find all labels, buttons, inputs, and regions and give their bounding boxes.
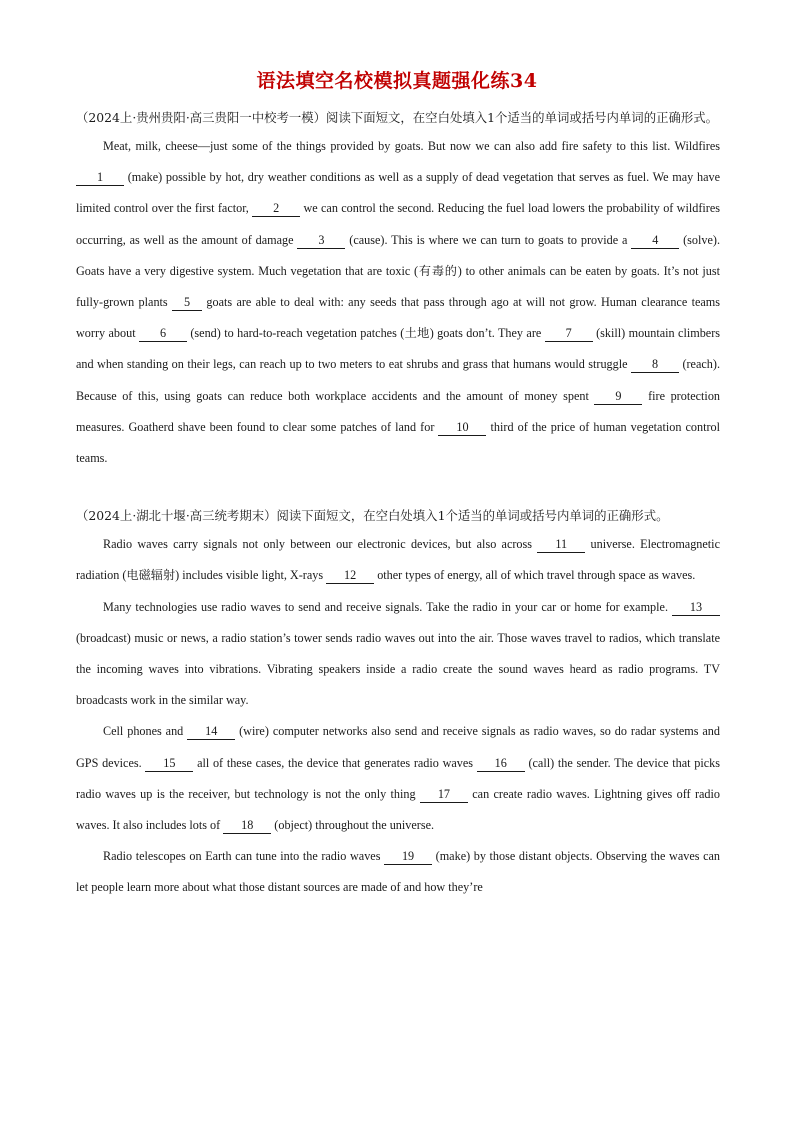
page-title: 语法填空名校模拟真题强化练34: [256, 70, 538, 92]
blank-19[interactable]: 19: [384, 849, 432, 865]
blank-16[interactable]: 16: [477, 756, 525, 772]
blank-6[interactable]: 6: [139, 326, 187, 342]
passage-text: Meat, milk, cheese—just some of the things provided by goats. But now we can also add fire safety to this list. Wildfires: [103, 139, 720, 153]
blank-8[interactable]: 8: [631, 357, 679, 373]
passage-text: (make) by those distant objects. Observing the waves can let people learn more about what those distant sources are made of and how they’re: [76, 849, 720, 895]
passage-paragraph: [76, 841, 720, 903]
blank-11[interactable]: 11: [537, 537, 585, 553]
section-gap: [76, 474, 720, 502]
blank-13[interactable]: 13: [672, 600, 720, 616]
blank-10[interactable]: 10: [438, 420, 486, 436]
blank-2[interactable]: 2: [252, 201, 300, 217]
blank-9[interactable]: 9: [594, 389, 642, 405]
passage-text: (make) possible by hot, dry weather conditions as well as a supply of dead vegetation that serves as fuel. We may have limited control over the first factor,: [76, 170, 720, 216]
passage-paragraph: [76, 592, 720, 717]
passage-paragraph: [76, 529, 720, 591]
blank-12[interactable]: 12: [326, 568, 374, 584]
blank-18[interactable]: 18: [223, 818, 271, 834]
passage-text: all of these cases, the device that generates radio waves: [193, 755, 477, 770]
passage-text: Radio telescopes on Earth can tune into the radio waves: [103, 849, 385, 864]
passage-text: (solve). Goats have a very digestive system. Much vegetation that are toxic (有毒的) to other animals can be eaten by goats. It’s not just fully-grown plants: [76, 232, 720, 310]
blank-4[interactable]: 4: [631, 233, 679, 249]
passage-text: (cause). This is where we can turn to goats to provide a: [345, 232, 632, 247]
passage-text: (broadcast) music or news, a radio station’s tower sends radio waves out into the air. Those waves travel to radios, which translate the incoming waves into vibrations. Vibrating speakers inside a radio create the sound waves heard as radio programs. TV broadcasts work in the similar way.: [76, 630, 720, 708]
section-intro: （2024上·湖北十堰·高三统考期末）阅读下面短文，在空白处填入1个适当的单词或括号内单词的正确形式。: [76, 508, 669, 524]
passage-text: (skill) mountain climbers and when standing on their legs, can reach up to two meters to eat shrubs and grass that humans would struggle: [76, 326, 720, 372]
blank-15[interactable]: 15: [145, 756, 193, 772]
blank-7[interactable]: 7: [545, 326, 593, 342]
passage-text: (object) throughout the universe.: [271, 818, 435, 833]
passage-text: Cell phones and: [103, 724, 188, 739]
passage-text: we can control the second. Reducing the fuel load lowers the probability of wildfires occurring, as well as the amount of damage: [76, 201, 720, 247]
blank-5[interactable]: 5: [172, 295, 202, 311]
passage-text: third of the price of human vegetation control teams.: [76, 419, 720, 466]
passage-text: Many technologies use radio waves to send and receive signals. Take the radio in your car or home for example.: [103, 599, 672, 614]
passage-text: (wire) computer networks also send and receive signals as radio waves, so do radar systems and GPS devices.: [76, 724, 720, 770]
document-content: [76, 104, 720, 904]
passage-text: (send) to hard-to-reach vegetation patches (土地) goats don’t. They are: [186, 326, 545, 341]
blank-1[interactable]: 1: [76, 170, 124, 186]
passage-text: (call) the sender. The device that picks radio waves up is the receiver, but technology is not the only thing: [76, 755, 720, 801]
passage-paragraph: [76, 131, 720, 474]
passage-text: universe. Electromagnetic radiation (电磁辐射) includes visible light, X-rays: [76, 537, 720, 583]
section-intro: （2024上·贵州贵阳·高三贵阳一中校考一模）阅读下面短文，在空白处填入1个适当的单词或括号内单词的正确形式。: [76, 110, 719, 125]
passage-text: fire protection measures. Goatherd shave been found to clear some patches of land for: [76, 388, 721, 434]
passage-text: can create radio waves. Lightning gives off radio waves. It also includes lots of: [76, 786, 720, 833]
passage-paragraph: [76, 716, 720, 841]
passage-text: other types of energy, all of which travel through space as waves.: [374, 568, 696, 583]
blank-3[interactable]: 3: [297, 233, 345, 249]
passage-text: Radio waves carry signals not only between our electronic devices, but also across: [103, 537, 538, 552]
passage-text: goats are able to deal with: any seeds that pass through ago at will not grow. Human clearance teams worry about: [76, 295, 720, 341]
blank-14[interactable]: 14: [187, 724, 235, 740]
passage-text: (reach). Because of this, using goats can reduce both workplace accidents and the amount of money spent: [76, 357, 720, 403]
blank-17[interactable]: 17: [420, 787, 468, 803]
